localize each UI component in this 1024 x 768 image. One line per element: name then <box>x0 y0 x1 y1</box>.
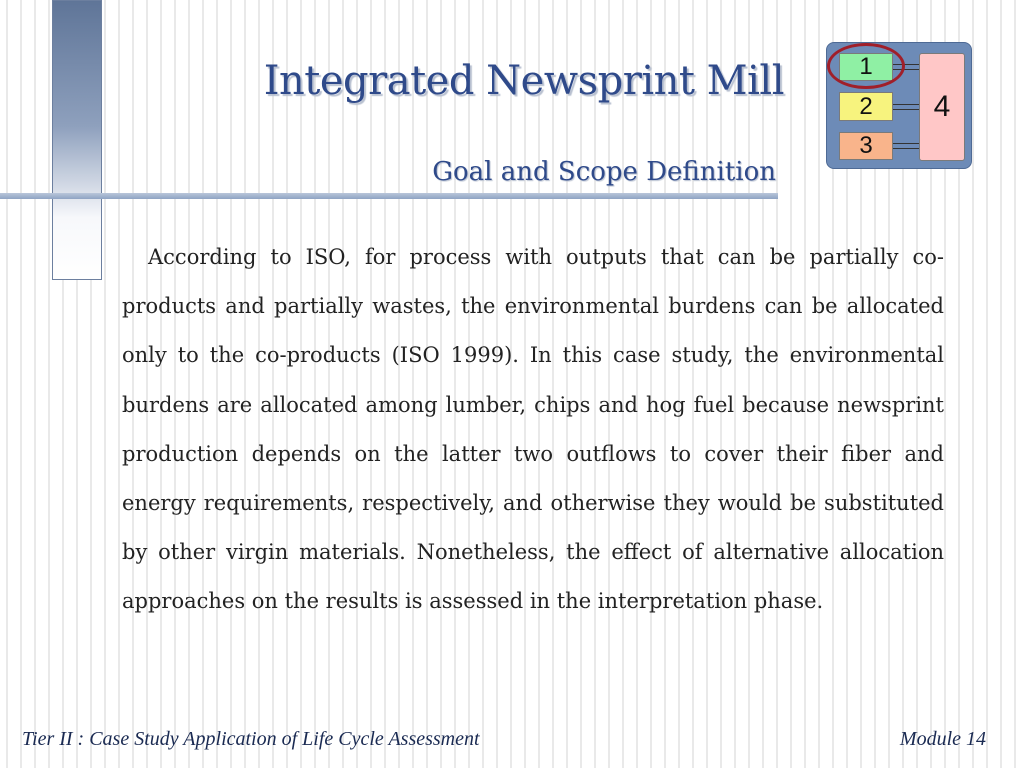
title-underline-rule <box>0 193 778 199</box>
footer-course-title: Tier II : Case Study Application of Life Cycle Assessment <box>22 728 480 750</box>
slide-body-paragraph: According to ISO, for process with outputs that can be partially co-products and partially wastes, the environmental burdens can be allocated only to the co-products (ISO 1999). In this case study, the environmental burdens are allocated among lumber, chips and hog fuel because newsprint production depends on the latter two outflows to cover their fiber and energy requirements, respectively, and otherwise they would be substituted by other virgin materials. Nonetheless, the effect of alternative allocation approaches on the results is assessed in the interpretation phase. <box>122 245 944 614</box>
decorative-side-bar <box>52 0 102 280</box>
connector-2-to-4 <box>893 104 919 110</box>
current-module-highlight-ring <box>827 43 905 89</box>
module-box-4: 4 <box>919 53 965 161</box>
module-box-2: 2 <box>839 92 893 121</box>
slide-title: Integrated Newsprint Mill <box>263 58 784 104</box>
module-box-1: 1 <box>839 53 893 81</box>
module-box-3: 3 <box>839 132 893 160</box>
footer-module-label: Module 14 <box>899 728 986 750</box>
connector-3-to-4 <box>893 143 919 149</box>
module-navigation-diagram <box>826 42 972 169</box>
slide-subtitle: Goal and Scope Definition <box>432 157 776 187</box>
